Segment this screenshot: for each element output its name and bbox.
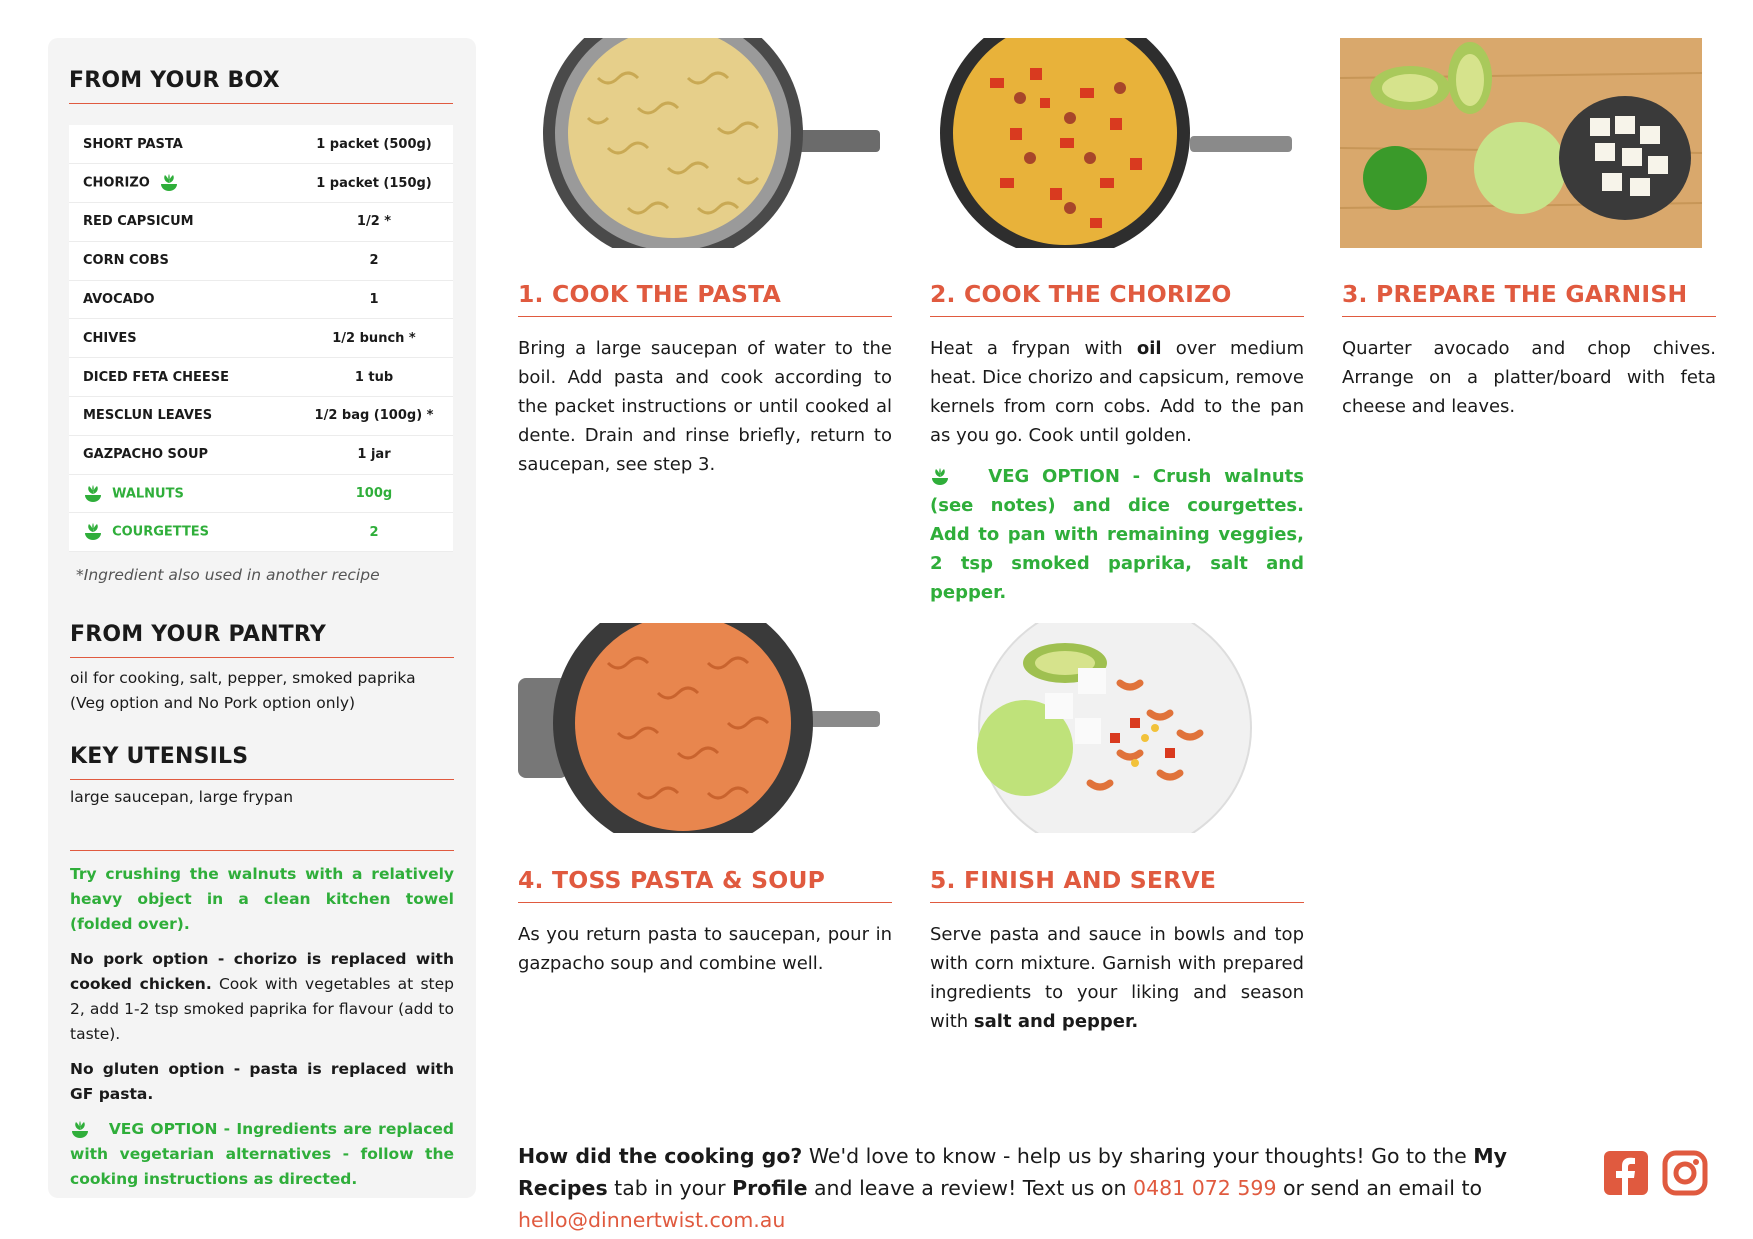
step2-text-b: over medium heat. Dice chorizo and capsicum, remove kernels from corn cobs. Add to the pan as you go. Cook until golden.: [930, 338, 1304, 446]
step5-text-a: Serve pasta and sauce in bowls and top with corn mixture. Garnish with prepared ingredients to your liking and season with: [930, 924, 1304, 1032]
ingredient-qty: 2: [305, 241, 453, 280]
step5-text: [930, 920, 1304, 1036]
pantry-title: FROM YOUR PANTRY: [70, 622, 454, 658]
notes-divider: [70, 850, 454, 851]
veg-icon: [159, 173, 179, 193]
footer-t4: or send an email to: [1276, 1176, 1483, 1200]
step5-text-bold: salt and pepper.: [973, 1011, 1139, 1032]
ingredients-panel: [48, 38, 476, 1198]
ingredient-name: RED CAPSICUM: [83, 214, 194, 230]
ingredient-name-cell: [69, 203, 305, 242]
instagram-icon[interactable]: [1662, 1150, 1708, 1196]
feedback-footer: [518, 1140, 1578, 1236]
ingredient-qty: 1/2 bunch *: [305, 319, 453, 358]
step4-text: As you return pasta to saucepan, pour in gazpacho soup and combine well.: [518, 924, 892, 974]
ingredient-name: DICED FETA CHEESE: [83, 369, 229, 385]
footer-profile: Profile: [732, 1176, 808, 1200]
box-title: FROM YOUR BOX: [69, 68, 453, 104]
pantry-text: oil for cooking, salt, pepper, smoked paprika (Veg option and No Pork option only): [70, 669, 416, 712]
step3-title: 3. PREPARE THE GARNISH: [1342, 280, 1716, 317]
footnote: *Ingredient also used in another recipe: [76, 566, 380, 584]
ingredient-name: CHORIZO: [83, 175, 150, 191]
ingredient-name: WALNUTS: [112, 486, 184, 502]
step2-veg: [930, 462, 1304, 607]
ingredient-qty: 100g: [305, 474, 453, 513]
ingredient-row: [69, 397, 453, 436]
ingredient-qty: 1 packet (150g): [305, 164, 453, 203]
step5-photo: [930, 623, 1292, 833]
step2-photo: [930, 38, 1292, 248]
walnut-tip: Try crushing the walnuts with a relatively heavy object in a clean kitchen towel (folded over).: [70, 865, 454, 933]
ingredient-qty: 1: [305, 280, 453, 319]
ingredient-name-cell: [69, 164, 305, 203]
step2-text-bold: oil: [1136, 338, 1162, 359]
ingredient-name-cell: [69, 125, 305, 164]
veg-icon: [930, 467, 950, 487]
ingredient-name-cell: [69, 513, 305, 552]
step2-veg-text: VEG OPTION - Crush walnuts (see notes) and dice courgettes. Add to pan with remaining veggies, 2 tsp smoked paprika, salt and pepper.: [930, 466, 1304, 603]
footer-my-recipes: My Recipes: [518, 1144, 1508, 1200]
ingredient-row: [69, 241, 453, 280]
ingredient-qty: 1 packet (500g): [305, 125, 453, 164]
step1-photo: [518, 38, 880, 248]
ingredient-name-cell: [69, 280, 305, 319]
ingredient-row: [69, 164, 453, 203]
ingredient-row: [69, 358, 453, 397]
ingredient-qty: 1/2 bag (100g) *: [305, 397, 453, 436]
ingredient-name: GAZPACHO SOUP: [83, 447, 209, 463]
nopork-rest: Cook with vegetables at step 2, add 1-2 tsp smoked paprika for flavour (add to taste).: [70, 975, 454, 1043]
ingredient-name: SHORT PASTA: [83, 136, 183, 152]
ingredient-name: MESCLUN LEAVES: [83, 408, 213, 424]
step2-title: 2. COOK THE CHORIZO: [930, 280, 1304, 317]
ingredient-row: [69, 474, 453, 513]
veg-icon: [70, 1120, 90, 1140]
facebook-icon[interactable]: [1603, 1150, 1649, 1196]
ingredient-qty: 1 tub: [305, 358, 453, 397]
footer-t2: tab in your: [607, 1176, 733, 1200]
ingredient-name-cell: [69, 319, 305, 358]
ingredient-qty: 1 jar: [305, 435, 453, 474]
step4-photo: [518, 623, 880, 833]
ingredient-name: AVOCADO: [83, 292, 155, 308]
ingredient-row: [69, 280, 453, 319]
ingredient-row: [69, 125, 453, 164]
ingredient-row: [69, 513, 453, 552]
veg-note: [70, 1117, 454, 1192]
ingredient-name: COURGETTES: [112, 524, 210, 540]
step4-title: 4. TOSS PASTA & SOUP: [518, 866, 892, 903]
ingredient-qty: 2: [305, 513, 453, 552]
notes: [70, 862, 454, 1202]
veg-icon: [83, 484, 103, 504]
step5-title: 5. FINISH AND SERVE: [930, 866, 1304, 903]
step3-text: Quarter avocado and chop chives. Arrange on a platter/board with feta cheese and leaves.: [1342, 338, 1716, 417]
ingredient-name-cell: [69, 358, 305, 397]
ingredient-row: [69, 203, 453, 242]
ingredients-table: [69, 125, 453, 552]
footer-question: How did the cooking go?: [518, 1144, 803, 1168]
ingredient-name: CHIVES: [83, 330, 137, 346]
ingredient-row: [69, 435, 453, 474]
ingredient-name-cell: [69, 397, 305, 436]
nopork-note: [70, 947, 454, 1047]
nogluten-bold: No gluten option - pasta is replaced with GF pasta.: [70, 1060, 454, 1103]
utensils-title: KEY UTENSILS: [70, 744, 454, 780]
step2-text-a: Heat a frypan with: [930, 338, 1137, 359]
nopork-bold: No pork option - chorizo is replaced with cooked chicken.: [70, 950, 454, 993]
footer-phone[interactable]: 0481 072 599: [1133, 1176, 1277, 1200]
nogluten-note: [70, 1057, 454, 1107]
ingredient-name: CORN COBS: [83, 253, 169, 269]
ingredient-qty: 1/2 *: [305, 203, 453, 242]
veg-note-text: VEG OPTION - Ingredients are replaced with vegetarian alternatives - follow the cooking instructions as directed.: [70, 1120, 454, 1188]
step3-photo: [1340, 38, 1702, 248]
footer-t3: and leave a review! Text us on: [807, 1176, 1134, 1200]
footer-email-link[interactable]: hello@dinnertwist.com.au: [518, 1208, 786, 1232]
ingredient-name-cell: [69, 474, 305, 513]
footer-t1: We'd love to know - help us by sharing your thoughts! Go to the: [802, 1144, 1474, 1168]
veg-icon: [83, 522, 103, 542]
ingredient-row: [69, 319, 453, 358]
utensils-text: large saucepan, large frypan: [70, 788, 294, 806]
step1-title: 1. COOK THE PASTA: [518, 280, 892, 317]
ingredient-name-cell: [69, 241, 305, 280]
step1-text: Bring a large saucepan of water to the boil. Add pasta and cook according to the packet instructions or until cooked al dente. Drain and rinse briefly, return to saucepan, see step 3.: [518, 338, 892, 475]
ingredient-name-cell: [69, 435, 305, 474]
step2-text: [930, 334, 1304, 450]
